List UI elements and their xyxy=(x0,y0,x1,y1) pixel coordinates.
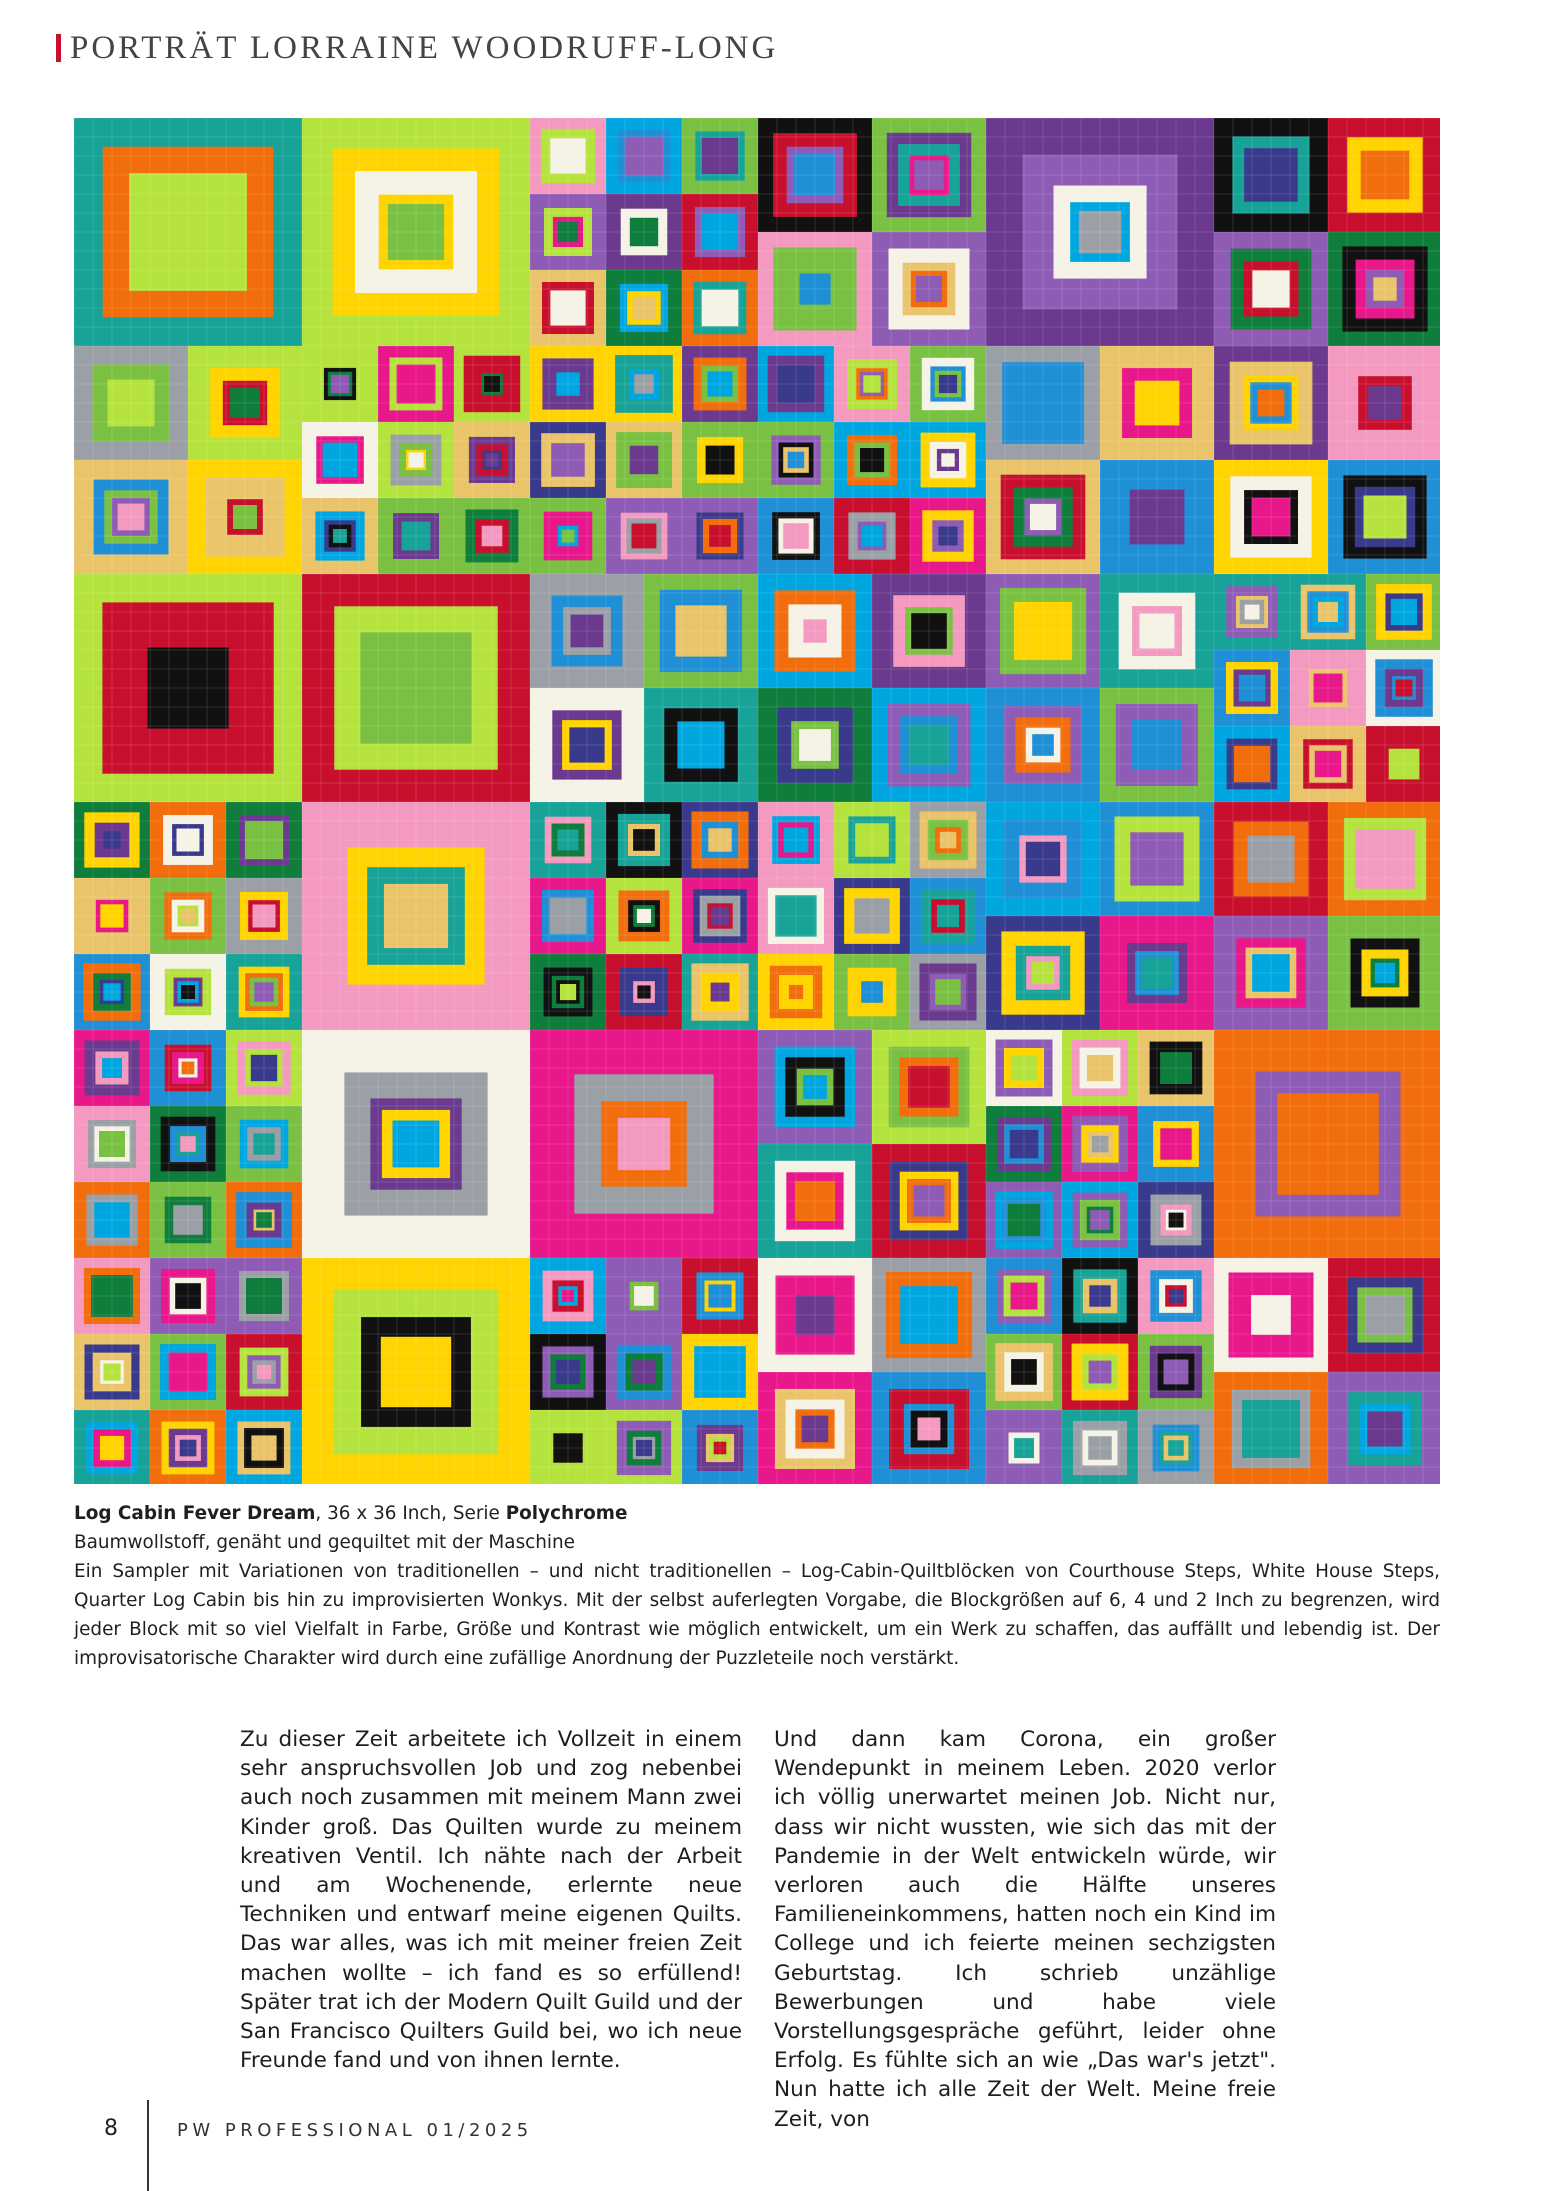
page-footer xyxy=(0,2100,1550,2191)
quilt-image-icon xyxy=(74,118,1440,1484)
magazine-name: PW PROFESSIONAL 01/2025 xyxy=(177,2120,533,2141)
body-column-right xyxy=(774,1725,1276,2134)
header-title: PORTRÄT LORRAINE WOODRUFF-LONG xyxy=(70,29,779,66)
caption-description: Ein Sampler mit Variationen von traditionellen – und nicht traditionellen – Log-Cabin-Quiltblöcken von Courthouse Steps, White House Steps, Quarter Log Cabin bis hin zu improvisierten Wonkys. Mit der selbst auferlegten Vorgabe, die Blockgrößen auf 6, 4 und 2 Inch zu begrenzen, wird jeder Block mit so viel Vielfalt in Farbe, Größe und Kontrast wie möglich entwickelt, um ein Werk zu schaffen, das auffällt und lebendig ist. Der improvisatorische Charakter wird durch eine zufällige Anordnung der Puzzleteile noch verstärkt. xyxy=(74,1561,1440,1669)
caption-series: Polychrome xyxy=(505,1503,628,1524)
body-column-left xyxy=(240,1725,742,2075)
running-header xyxy=(56,28,778,68)
body-paragraph-right: Und dann kam Corona, ein großer Wendepunkt in meinem Leben. 2020 verlor ich völlig unerwartet meinen Job. Nicht nur, dass wir nicht wussten, wie sich das mit der Pandemie in der Welt entwickeln würde, wir verloren auch die Hälfte unseres Familieneinkommens, hatten noch ein Kind im College und ich feierte meinen sechzigsten Geburtstag. Ich schrieb unzählige Bewerbungen und habe viele Vorstellungsgespräche geführt, leider ohne Erfolg. Es fühlte sich an wie „Das war's jetzt". Nun hatte ich alle Zeit der Welt. Meine freie Zeit, von xyxy=(774,1727,1276,2132)
body-paragraph-left: Zu dieser Zeit arbeitete ich Vollzeit in einem sehr anspruchsvollen Job und zog nebenbei auch noch zusammen mit meinem Mann zwei Kinder groß. Das Quilten wurde zu meinem kreativen Ventil. Ich nähte nach der Arbeit und am Wochenende, erlernte neue Techniken und entwarf meine eigenen Quilts. Das war alles, was ich mit meiner freien Zeit machen wollte – ich fand es so erfüllend! Später trat ich der Modern Quilt Guild und der San Francisco Quilters Guild bei, wo ich neue Freunde fand und von ihnen lernte. xyxy=(240,1727,742,2074)
header-accent-bar xyxy=(56,34,61,62)
footer-divider xyxy=(147,2100,149,2191)
caption-dims: , 36 x 36 Inch, Serie xyxy=(315,1503,506,1524)
caption-title-line xyxy=(74,1499,1440,1528)
page-number: 8 xyxy=(104,2116,118,2141)
caption-title: Log Cabin Fever Dream xyxy=(74,1503,316,1524)
image-caption xyxy=(74,1499,1440,1673)
quilt-photo xyxy=(74,118,1440,1484)
caption-material: Baumwollstoff, genäht und gequiltet mit der Maschine xyxy=(74,1532,575,1553)
